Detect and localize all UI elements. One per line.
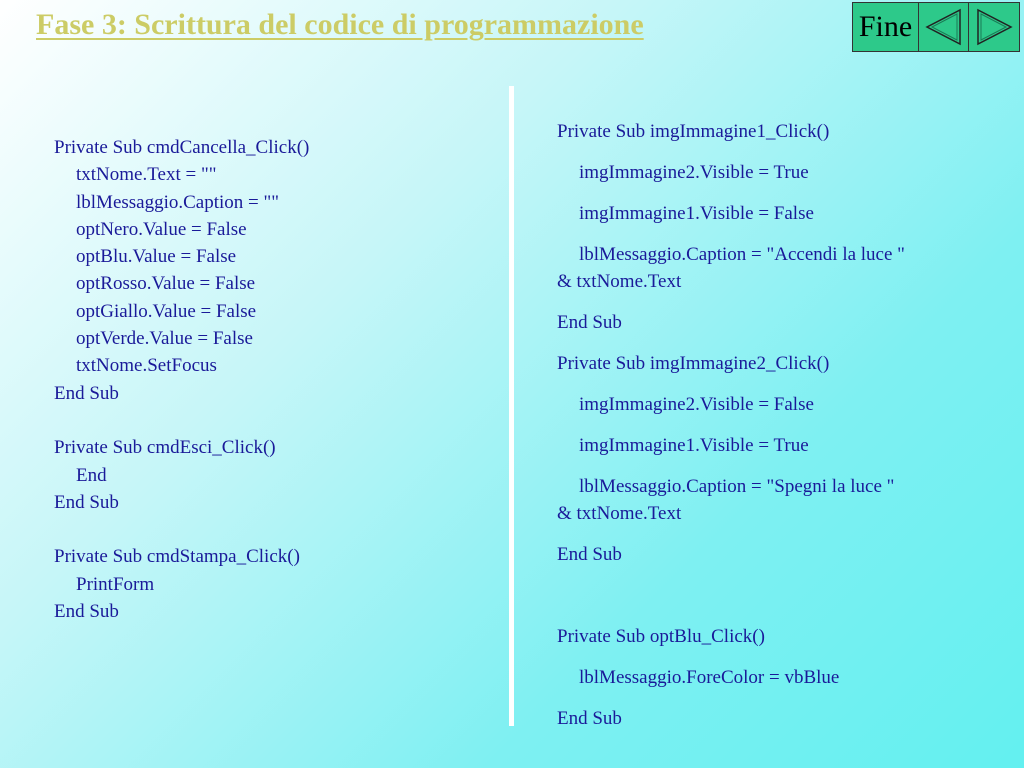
- code-line: [54, 516, 309, 543]
- code-line: [557, 309, 987, 336]
- code-text: Private Sub imgImmagine2_Click(): [557, 353, 830, 374]
- code-line: [557, 391, 987, 418]
- code-text: Private Sub optBlu_Click(): [557, 626, 765, 647]
- code-text: lblMessaggio.Caption = "Spegni la luce ": [579, 476, 895, 497]
- code-text: End Sub: [557, 312, 622, 333]
- code-line: [557, 200, 987, 227]
- column-divider: [509, 86, 514, 726]
- code-line: txtNome.Text = "": [76, 164, 217, 186]
- code-line: txtNome.SetFocus: [76, 355, 217, 377]
- code-text: lblMessaggio.ForeColor = vbBlue: [579, 667, 840, 688]
- right-code-block: [557, 118, 987, 746]
- code-text: imgImmagine1.Visible = False: [579, 203, 814, 224]
- code-line: optRosso.Value = False: [76, 273, 256, 295]
- left-code-block: [54, 134, 309, 625]
- code-continuation: & txtNome.Text: [557, 503, 682, 524]
- code-line: Private Sub cmdCancella_Click(): [54, 137, 310, 158]
- slide-title: Fase 3: Scrittura del codice di programmazione: [36, 8, 644, 41]
- code-line: lblMessaggio.Caption = "": [76, 191, 280, 213]
- code-text: imgImmagine2.Visible = True: [579, 162, 809, 183]
- code-line: optVerde.Value = False: [76, 328, 253, 350]
- code-line: End Sub: [54, 601, 119, 623]
- code-text: imgImmagine2.Visible = False: [579, 394, 814, 415]
- next-slide-button[interactable]: [969, 3, 1019, 51]
- code-line: PrintForm: [76, 573, 155, 595]
- code-line: [557, 705, 987, 732]
- code-continuation: & txtNome.Text: [557, 271, 682, 292]
- code-text: End Sub: [557, 708, 622, 729]
- code-line: [557, 159, 987, 186]
- code-text: lblMessaggio.Caption = "Accendi la luce ": [579, 244, 905, 265]
- code-line: [557, 541, 987, 568]
- code-line: End Sub: [54, 491, 119, 513]
- fine-button[interactable]: Fine: [853, 3, 919, 51]
- code-line: [557, 664, 987, 691]
- code-text: imgImmagine1.Visible = True: [579, 435, 809, 456]
- code-line: [557, 473, 987, 527]
- code-line: optNero.Value = False: [76, 218, 247, 240]
- triangle-right-icon: [974, 7, 1014, 47]
- code-line: optGiallo.Value = False: [76, 300, 257, 322]
- code-text: End Sub: [557, 544, 622, 565]
- code-line: [557, 241, 987, 295]
- code-line: [557, 350, 987, 377]
- slide-navigation: [852, 2, 1020, 52]
- code-line: End Sub: [54, 382, 119, 404]
- code-line: optBlu.Value = False: [76, 246, 237, 268]
- code-line: End: [76, 464, 107, 486]
- code-line: [557, 432, 987, 459]
- previous-slide-button[interactable]: [919, 3, 969, 51]
- code-line: [557, 118, 987, 145]
- code-line: [557, 582, 987, 609]
- triangle-left-icon: [924, 7, 964, 47]
- code-line: Private Sub cmdEsci_Click(): [54, 437, 276, 459]
- code-line: [557, 623, 987, 650]
- code-line: Private Sub cmdStampa_Click(): [54, 546, 300, 568]
- code-line: [54, 407, 309, 434]
- code-text: Private Sub imgImmagine1_Click(): [557, 121, 830, 142]
